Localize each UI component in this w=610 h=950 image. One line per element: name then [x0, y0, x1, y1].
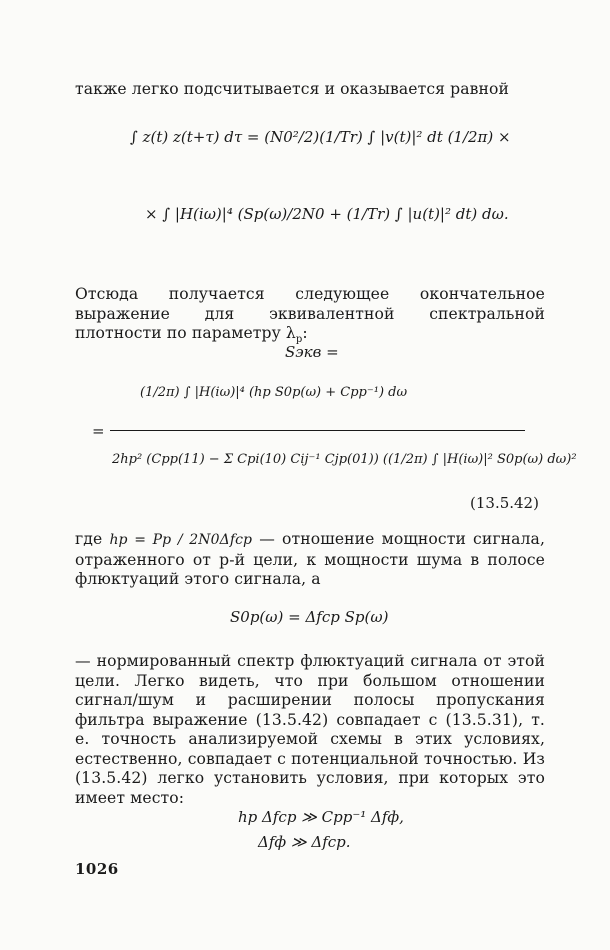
paragraph-conclusion-colon: :: [302, 324, 308, 342]
where-rest: — отношение мощности сигнала, отраженного от p-й цели, к мощности шума в полосе флюктуаций этого сигнала, а: [75, 530, 546, 588]
lambda-subscript: p: [295, 334, 303, 346]
fraction-bar: [110, 430, 525, 431]
paragraph-normalized-spectrum: — нормированный спектр флюктуаций сигнала от этой цели. Легко видеть, что при большом отношении сигнал/шум и расширении полосы пропускания фильтра выражение (13.5.42) совпадает с (13.5.31), т. е. точность анализируемой схемы в этих условиях, естественно, совпадает с потенциальной точностью. Из (13.5.42) легко установить условия, при которых это имеет место:: [75, 652, 545, 807]
where-word: где: [75, 530, 103, 548]
s-ekv-lhs: Sэкв =: [285, 343, 339, 361]
page-number: 1026: [75, 860, 119, 878]
paragraph-conclusion: [75, 285, 545, 350]
paragraph-where: [75, 530, 545, 590]
equation-number: (13.5.42): [470, 494, 539, 512]
main-denominator: 2hp² (Cpp(11) − Σ Cpi(10) Cij⁻¹ Cjp(01)) ((1/2π) ∫ |H(iω)|² S0p(ω) dω)²: [112, 452, 577, 467]
equals-sign: =: [92, 422, 105, 440]
condition-2: Δfф ≫ Δfcp.: [258, 833, 351, 851]
condition-1: hp Δfcp ≫ Cpp⁻¹ Δfф,: [238, 808, 404, 826]
hp-definition: hp = Pp / 2N0Δfcp: [109, 532, 253, 548]
paragraph-intro: также легко подсчитывается и оказывается равной: [75, 80, 509, 98]
paragraph-conclusion-text: Отсюда получается следующее окончательное выражение для эквивалентной спектральной плотности по параметру λ: [75, 285, 545, 342]
s0p-definition: S0p(ω) = Δfcp Sp(ω): [230, 608, 389, 626]
equation-1-line-1: ∫ z(t) z(t+τ) dτ = (N0²/2)(1/Tr) ∫ |v(t)|² dt (1/2π) ×: [130, 128, 511, 146]
main-numerator: (1/2π) ∫ |H(iω)|⁴ (hp S0p(ω) + Cpp⁻¹) dω: [140, 385, 408, 400]
equation-1-line-2: × ∫ |H(iω)|⁴ (Sp(ω)/2N0 + (1/Tr) ∫ |u(t)|² dt) dω.: [145, 205, 509, 223]
